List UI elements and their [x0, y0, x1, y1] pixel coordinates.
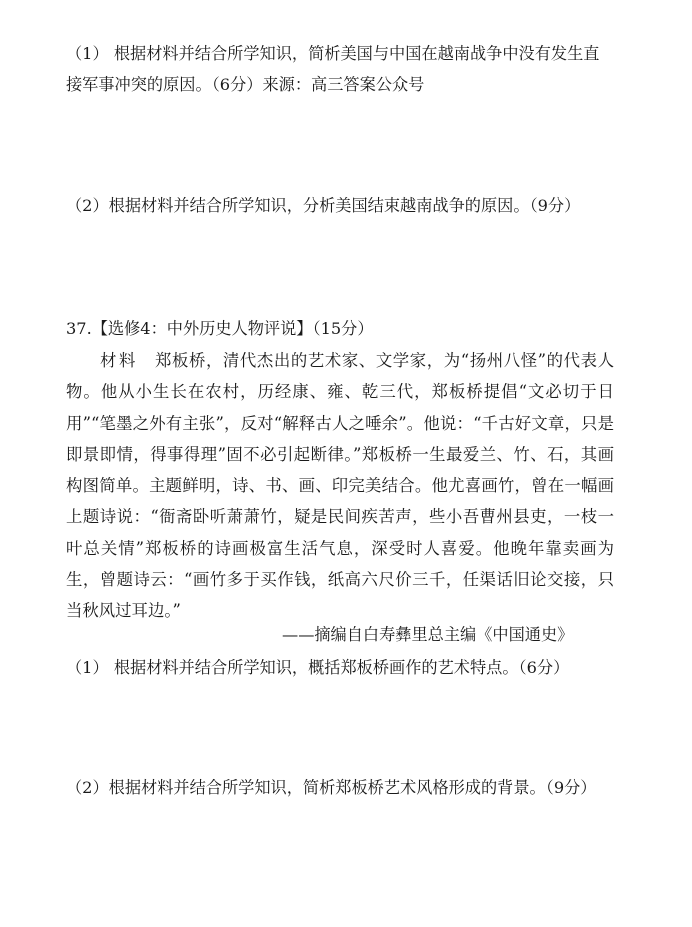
question-36-1-line-1: （1） 根据材料并结合所学知识，简析美国与中国在越南战争中没有发生直 — [66, 44, 600, 63]
question-37-heading: 37.【选修4：中外历史人物评说】（15分） — [66, 319, 374, 338]
material-paragraph — [66, 345, 614, 627]
question-37-1: （1） 根据材料并结合所学知识，概括郑板桥画作的艺术特点。（6分） — [66, 658, 570, 677]
material-text: 郑板桥，清代杰出的艺术家、文学家，为“扬州八怪”的代表人物。他从小生长在农村，历经康、雍、乾三代，郑板桥提倡“文必切于日用”“笔墨之外有主张”，反对“解释古人之唾余”。他说：“千古好文章，只是即景即情，得事得理”固不必引起断律。”郑板桥一生最爱兰、竹、石，其画构图简单。主题鲜明，诗、书、画、印完美结合。他尤喜画竹，曾在一幅画上题诗说：“衙斋卧听萧萧竹，疑是民间疾苦声，些小吾曹州县吏，一枝一叶总关情”郑板桥的诗画极富生活气息，深受时人喜爱。他晚年靠卖画为生，曾题诗云：“画竹多于买作钱，纸高六尺价三千，任渠话旧论交接，只当秋风过耳边。” — [66, 351, 615, 621]
material-label: 材料 — [100, 351, 138, 370]
question-36-2: （2）根据材料并结合所学知识，分析美国结束越南战争的原因。（9分） — [66, 196, 581, 215]
question-37-2: （2）根据材料并结合所学知识，简析郑板桥艺术风格形成的背景。（9分） — [66, 778, 597, 797]
question-36-1-line-2: 接军事冲突的原因。（6分）来源：高三答案公众号 — [66, 75, 425, 94]
material-source: ——摘编自白寿彝里总主编《中国通史》 — [282, 625, 574, 644]
